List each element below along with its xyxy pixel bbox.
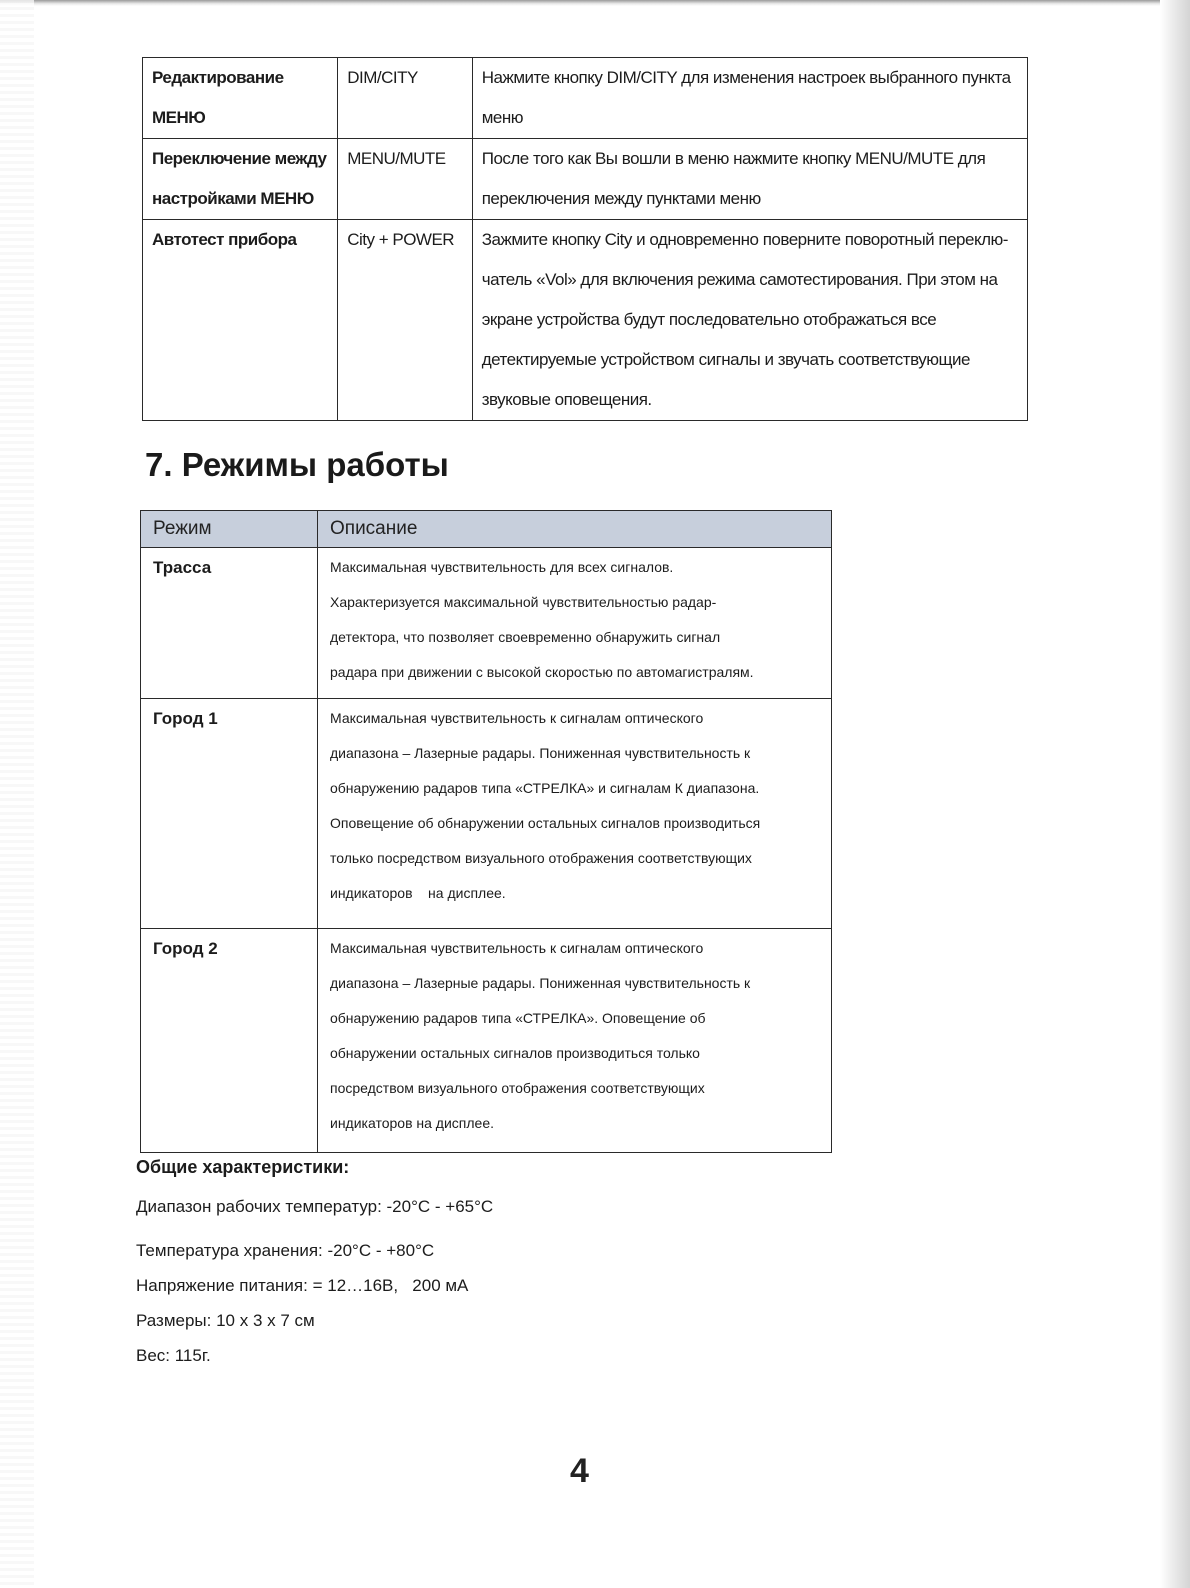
column-header-description: Описание [318,511,832,548]
mode-desc-line: обнаружению радаров типа «СТРЕЛКА». Оповещение об [330,1010,706,1026]
control-desc-line: переключения между пунктами меню [481,189,761,208]
control-desc-line: звуковые оповещения. [481,390,652,409]
page-number: 4 [570,1452,589,1490]
mode-desc-cell [318,929,832,1153]
table-row [141,929,832,1153]
page-scan-top-edge [0,0,1190,6]
page-scan-right-edge [1160,0,1190,1588]
page-scan-left-edge [0,0,34,1588]
control-name-cell [143,139,338,220]
control-key: MENU/MUTE [347,149,446,168]
control-name-line: Редактирование [152,68,284,87]
control-desc-line: Зажмите кнопку City и одновременно поверните поворотный переклю- [481,230,1008,249]
control-key-cell [338,220,473,421]
control-name-cell [143,58,338,139]
control-name-cell [143,220,338,421]
specs-title: Общие характеристики: [136,1157,350,1177]
spec-line: Напряжение питания: = 12…16В, 200 мА [136,1276,469,1295]
mode-desc-cell [318,699,832,929]
spec-line: Размеры: 10 х 3 х 7 см [136,1311,315,1330]
control-key: City + POWER [347,230,455,249]
control-desc-line: детектируемые устройством сигналы и звучать соответствующие [481,350,970,369]
control-desc-line: меню [481,108,523,127]
mode-desc-line: Оповещение об обнаружении остальных сигналов производиться [330,815,761,831]
mode-name: Трасса [141,548,318,699]
control-desc-cell [472,58,1027,139]
mode-desc-line: диапазона – Лазерные радары. Пониженная чувствительность к [330,745,751,761]
mode-name: Город 1 [141,699,318,929]
mode-desc-line: обнаружению радаров типа «СТРЕЛКА» и сигналам К диапазона. [330,780,760,796]
table-row [141,699,832,929]
mode-desc-line: детектора, что позволяет своевременно обнаружить сигнал [330,629,721,645]
control-desc-line: После того как Вы вошли в меню нажмите кнопку MENU/MUTE для [481,149,986,168]
control-name-line: Переключение между [152,149,327,168]
column-header-mode: Режим [141,511,318,548]
controls-table [142,57,1028,421]
control-desc-line: чатель «Vol» для включения режима самотестирования. При этом на [481,270,998,289]
table-row [143,139,1028,220]
mode-name: Город 2 [141,929,318,1153]
spec-line: Вес: 115г. [136,1346,211,1365]
control-name-line: МЕНЮ [152,108,206,127]
modes-table [140,510,832,1153]
control-desc-line: экране устройства будут последовательно отображаться все [481,310,937,329]
mode-desc-line: Максимальная чувствительность для всех сигналов. [330,559,674,575]
section-title: 7. Режимы работы [145,446,449,483]
control-key-cell [338,139,473,220]
control-key-cell [338,58,473,139]
mode-desc-cell [318,548,832,699]
mode-desc-line: обнаружении остальных сигналов производиться только [330,1045,700,1061]
mode-desc-line: диапазона – Лазерные радары. Пониженная чувствительность к [330,975,751,991]
mode-desc-line: индикаторов на дисплее. [330,885,506,901]
mode-desc-line: Максимальная чувствительность к сигналам оптического [330,710,704,726]
mode-desc-line: радара при движении с высокой скоростью по автомагистралям. [330,664,754,680]
mode-desc-line: Максимальная чувствительность к сигналам оптического [330,940,704,956]
control-name-line: Автотест прибора [152,230,297,249]
mode-desc-line: посредством визуального отображения соответствующих [330,1080,705,1096]
table-row [141,548,832,699]
control-key: DIM/CITY [347,68,418,87]
spec-line: Температура хранения: -20°C - +80°C [136,1241,435,1260]
table-row [143,220,1028,421]
table-row [143,58,1028,139]
control-desc-line: Нажмите кнопку DIM/CITY для изменения настроек выбранного пункта [481,68,1011,87]
mode-desc-line: индикаторов на дисплее. [330,1115,495,1131]
control-desc-cell [472,220,1027,421]
mode-desc-line: только посредством визуального отображения соответствующих [330,850,752,866]
spec-line: Диапазон рабочих температур: -20°C - +65°C [136,1197,494,1216]
table-header-row [141,511,832,548]
control-desc-cell [472,139,1027,220]
control-name-line: настройками МЕНЮ [152,189,314,208]
mode-desc-line: Характеризуется максимальной чувствительностью радар- [330,594,717,610]
